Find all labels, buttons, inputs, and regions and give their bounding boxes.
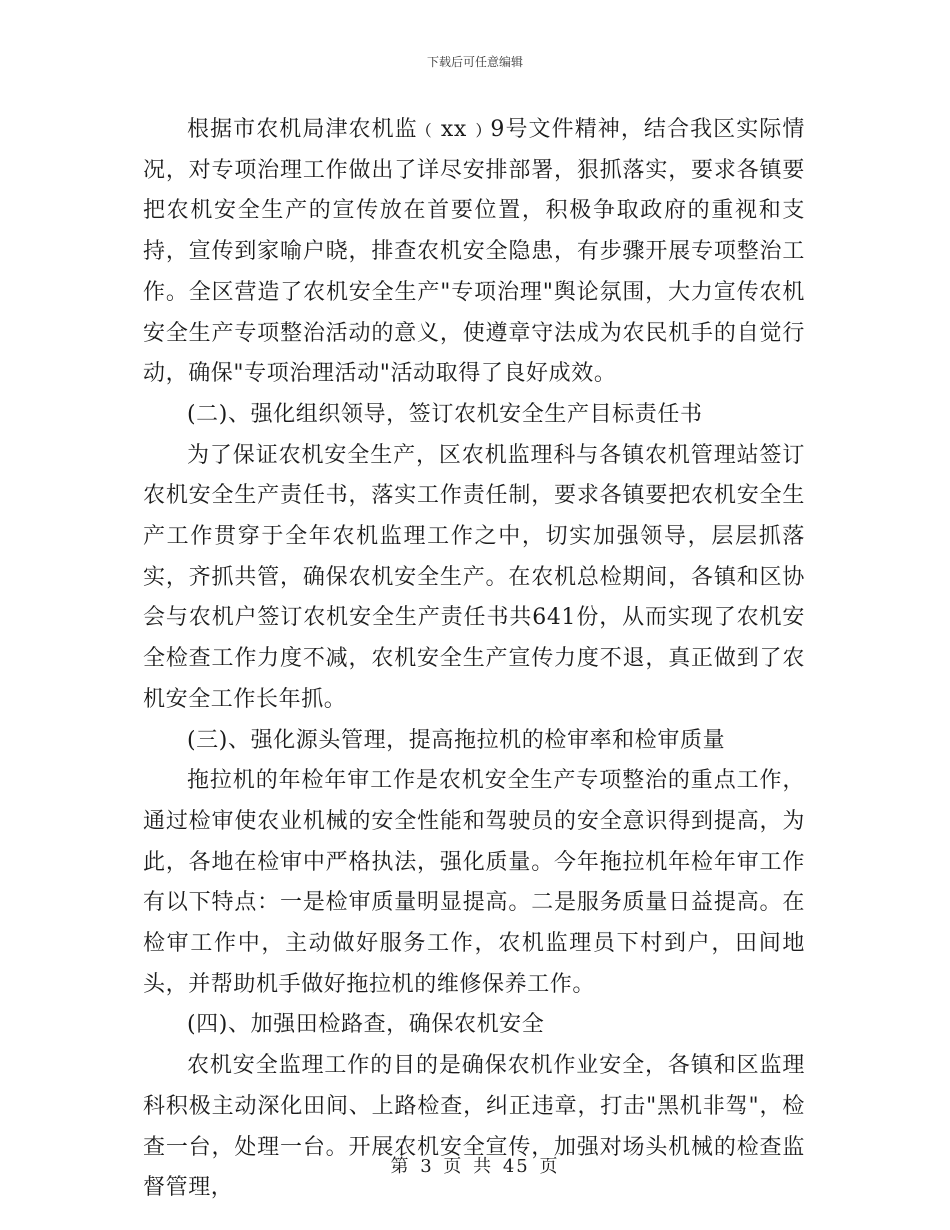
section-heading-3: (三)、强化源头管理，提高拖拉机的检审率和检审质量: [187, 727, 726, 753]
section-heading-2: (二)、强化组织领导，签订农机安全生产目标责任书: [187, 401, 703, 427]
paragraph-intro: 根据市农机局津农机监﹙xx﹚9号文件精神，结合我区实际情况，对专项治理工作做出了详尽安排部署，狠抓落实，要求各镇要把农机安全生产的宣传放在首要位置，积极争取政府的重视和支持，宣传到家喻户晓，排查农机安全隐患，有步骤开展专项整治工作。全区营造了农机安全生产"专项治理"舆论氛围，大力宣传农机安全生产专项整治活动的意义，使遵章守法成为农民机手的自觉行动，确保"专项治理活动"活动取得了良好成效。: [143, 117, 805, 387]
page-number-footer: 第 3 页 共 45 页: [390, 1156, 560, 1177]
paragraph-section-3: 拖拉机的年检年审工作是农机安全生产专项整治的重点工作，通过检审使农业机械的安全性能和驾驶员的安全意识得到提高，为此，各地在检审中严格执法，强化质量。今年拖拉机年检年审工作有以下特点：一是检审质量明显提高。二是服务质量日益提高。在检审工作中，主动做好服务工作，农机监理员下村到户，田间地头，并帮助机手做好拖拉机的维修保养工作。: [143, 768, 805, 997]
paragraph-section-4: 农机安全监理工作的目的是确保农机作业安全，各镇和区监理科积极主动深化田间、上路检查，纠正违章，打击"黑机非驾"，检查一台，处理一台。开展农机安全宣传，加强对场头机械的检查监督管理，: [143, 1053, 805, 1201]
paragraph-section-2: 为了保证农机安全生产，区农机监理科与各镇农机管理站签订农机安全生产责任书，落实工作责任制，要求各镇要把农机安全生产工作贯穿于全年农机监理工作之中，切实加强领导，层层抓落实，齐抓共管，确保农机安全生产。在农机总检期间，各镇和区协会与农机户签订农机安全生产责任书共641份，从而实现了农机安全检查工作力度不减，农机安全生产宣传力度不退，真正做到了农机安全工作长年抓。: [143, 442, 805, 712]
document-body: [143, 110, 805, 1209]
section-heading-4: (四)、加强田检路查，确保农机安全: [187, 1012, 545, 1038]
page-header: 下载后可任意编辑: [426, 55, 523, 69]
